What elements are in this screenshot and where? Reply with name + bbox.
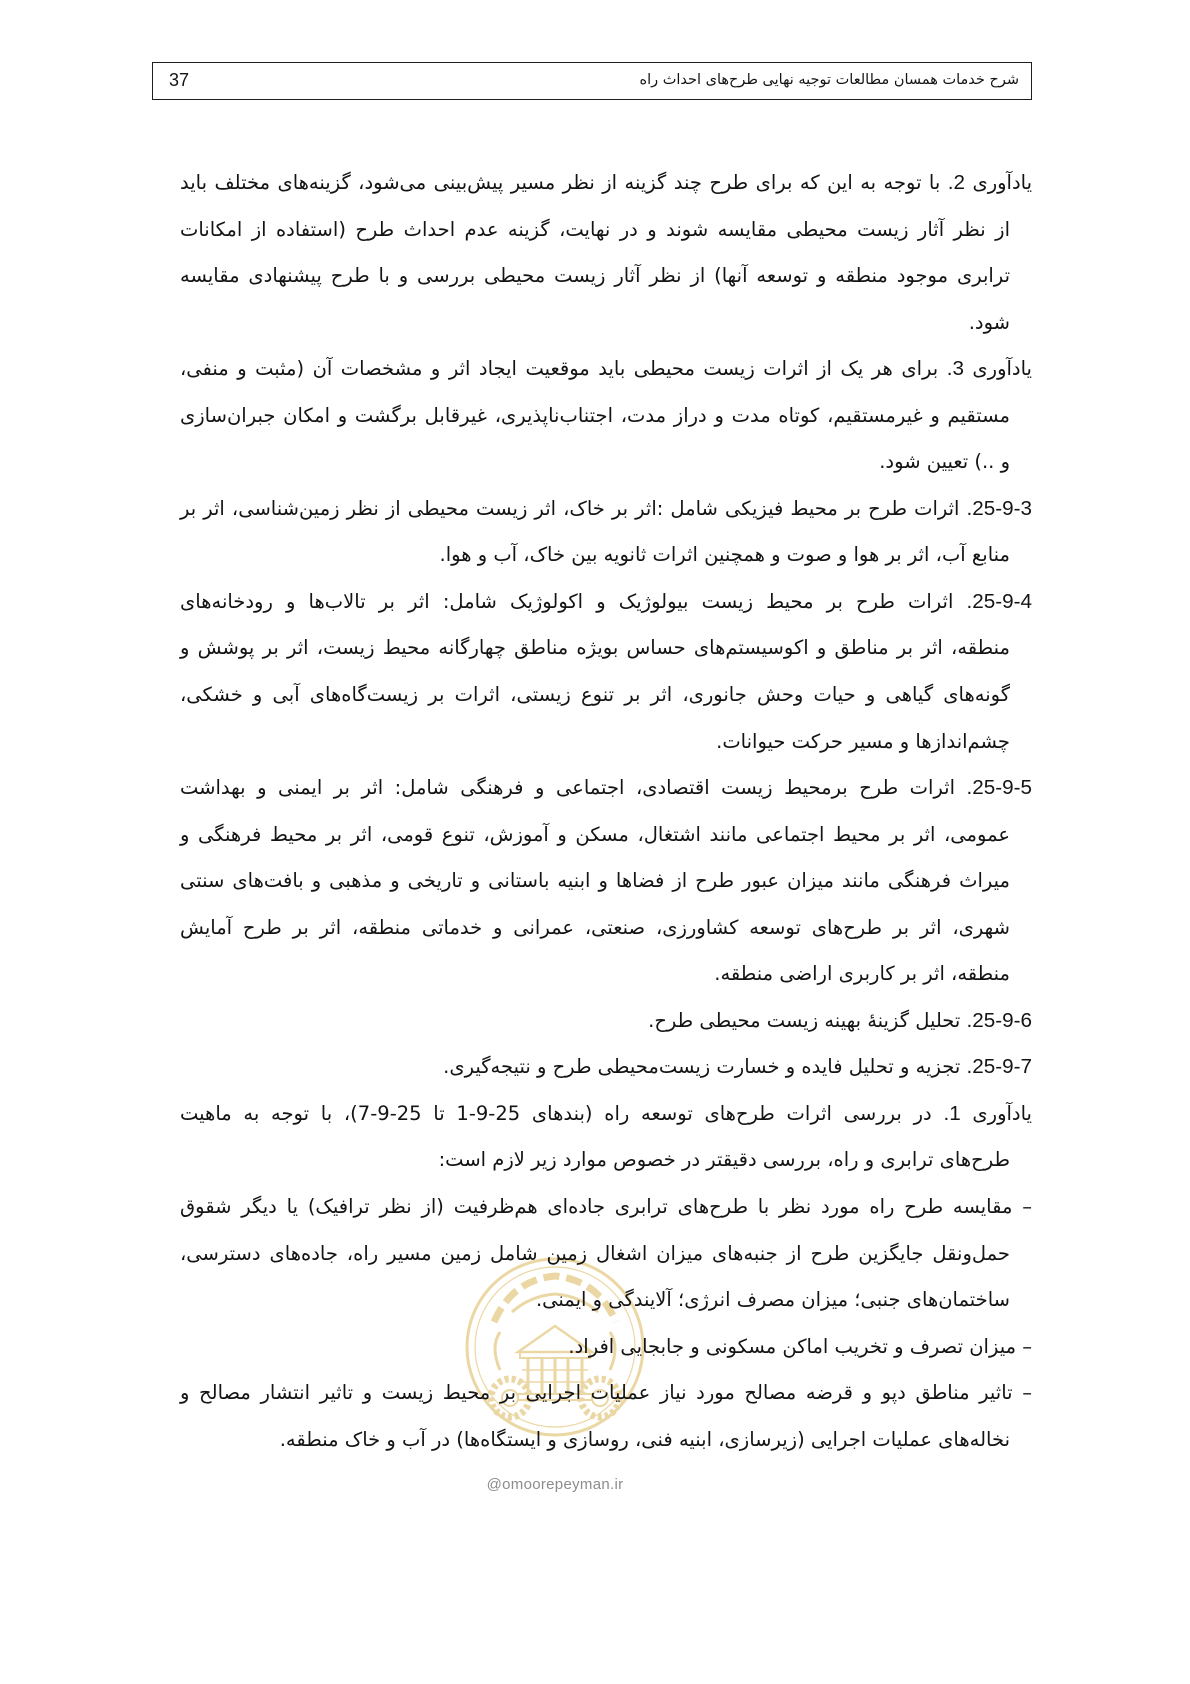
line-text: اثرات طرح بر محیط فیزیکی شامل :اثر بر خاک، اثر زیست محیطی از نظر زمین‌شناسی، اثر بر [180,496,960,520]
note-number: 2. [947,171,965,194]
bullet-item [180,1184,1032,1324]
paragraph-line: منابع آب، اثر بر هوا و صوت و همچنین اثرات ثانویه بین خاک، آب و هوا. [439,543,1010,567]
paragraph-line [180,1044,1032,1091]
paragraph-line [180,765,1032,812]
line-text: اثرات طرح بر محیط زیست بیولوژیک و اکولوژیک شامل: اثر بر تالاب‌ها و رودخانه‌های [180,589,954,613]
section-number: 25-9-7. [966,1055,1032,1079]
section-number: 25-9-5. [966,776,1032,800]
line-text: تاثیر مناطق دپو و قرضه مصالح مورد نیاز عملیات اجرایی بر محیط زیست و تاثیر انتشار مصالح و [180,1381,1013,1405]
paragraph-line: ساختمان‌های جنبی؛ میزان مصرف انرژی؛ آلایندگی و ایمنی. [535,1288,1010,1312]
line-text: اثرات طرح برمحیط زیست اقتصادی، اجتماعی و فرهنگی شامل: اثر بر ایمنی و بهداشت [180,776,955,800]
note-label: یادآوری [972,1101,1032,1125]
line-text: تحلیل گزینۀ بهینه زیست محیطی طرح. [648,1008,961,1032]
section-25-9-4 [180,579,1032,765]
line-text: در بررسی اثرات طرح‌های توسعه راه (بندهای 25-9-1 تا 25-9-7)، با توجه به ماهیت [180,1101,932,1125]
section-25-9-5 [180,765,1032,998]
note-number: 1. [943,1101,961,1125]
running-header [152,62,1032,100]
paragraph-line: نخاله‌های عملیات اجرایی (زیرسازی، ابنیه فنی، روسازی و ایستگاه‌ها) در آب و خاک منطقه. [279,1427,1010,1451]
section-number: 25-9-3. [966,496,1032,520]
paragraph-line [180,160,1032,207]
section-number: 25-9-4. [966,589,1032,613]
note-label: یادآوری [972,171,1033,194]
note-3 [180,346,1032,486]
line-text: برای هر یک از اثرات زیست محیطی باید موقعیت ایجاد اثر و مشخصات آن (مثبت و منفی، [180,357,939,381]
paragraph-line [180,998,1032,1045]
page-number: 37 [169,70,190,90]
bullet-dash: – [1022,1381,1032,1405]
paragraph-line: مستقیم و غیرمستقیم، کوتاه مدت و دراز مدت، اجتناب‌ناپذیری، غیرقابل برگشت و امکان جبران‌سازی [180,403,1010,427]
section-25-9-7 [180,1044,1032,1091]
paragraph-line: از نظر آثار زیست محیطی مقایسه شوند و در نهایت، گزینه عدم احداث طرح (استفاده از امکانات [180,217,1010,241]
section-number: 25-9-6. [966,1008,1032,1032]
note-1 [180,1091,1032,1184]
paragraph-line: ترابری موجود منطقه و توسعه آنها) از نظر آثار زیست محیطی بررسی و با طرح پیشنهادی مقایسه [180,264,1010,288]
bullet-dash: – [1022,1334,1032,1358]
paragraph-line: طرح‌های ترابری و راه، بررسی دقیقتر در خصوص موارد زیر لازم است: [438,1148,1010,1172]
header-title: شرح خدمات همسان مطالعات توجیه نهایی طرح‌های احداث راه [639,72,1019,88]
paragraph-line: گونه‌های گیاهی و حیات وحش جانوری، اثر بر تنوع زیستی، اثرات بر زیست‌گاه‌های آبی و خشکی، [180,683,1010,707]
bullet-item [180,1324,1032,1371]
line-text: مقایسه طرح راه مورد نظر با طرح‌های ترابری جاده‌ای هم‌ظرفیت (از نظر ترافیک) یا دیگر شقوق [180,1195,1013,1219]
bullet-item [180,1370,1032,1463]
note-2 [180,160,1032,346]
paragraph-line: چشم‌اندازها و مسیر حرکت حیوانات. [716,729,1010,753]
paragraph-line: عمومی، اثر بر محیط اجتماعی مانند اشتغال، مسکن و آموزش، تنوع قومی، اثر بر محیط فرهنگی و [180,822,1010,846]
paragraph-line [180,579,1032,626]
paragraph-line: منطقه، اثر بر مناطق و اکوسیستم‌های حساس بویژه مناطق چهارگانه محیط زیست، اثر بر پوشش و [180,636,1010,660]
paragraph-line: شهری، اثر بر طرح‌های توسعه کشاورزی، صنعتی، عمرانی و خدماتی منطقه، اثر بر طرح آمایش [180,915,1010,939]
note-number: 3. [946,357,964,381]
document-body [180,160,1032,1463]
paragraph-line [180,1091,1032,1138]
paragraph-line [180,1184,1032,1231]
paragraph-line: حمل‌ونقل جایگزین طرح از جنبه‌های میزان اشغال زمین شامل زمین مسیر راه، جاده‌های دسترسی، [180,1241,1010,1265]
section-25-9-3 [180,486,1032,579]
paragraph-line [180,1324,1032,1371]
bullet-dash: – [1022,1195,1032,1219]
line-text: میزان تصرف و تخریب اماکن مسکونی و جابجایی افراد. [568,1334,1017,1358]
paragraph-line: و ..) تعیین شود. [879,450,1010,474]
note-label: یادآوری [972,357,1032,381]
section-25-9-6 [180,998,1032,1045]
paragraph-line [180,1370,1032,1417]
watermark-site-handle: @omoorepeyman.ir [486,1476,624,1493]
paragraph-line: منطقه، اثر بر کاربری اراضی منطقه. [714,962,1010,986]
line-text: تجزیه و تحلیل فایده و خسارت زیست‌محیطی طرح و نتیجه‌گیری. [443,1055,961,1079]
line-text: با توجه به این که برای طرح چند گزینه از نظر مسیر پیش‌بینی می‌شود، گزینه‌های مختلف باید [180,171,941,194]
paragraph-line: شود. [968,310,1010,334]
paragraph-line [180,346,1032,393]
paragraph-line: میراث فرهنگی مانند میزان عبور طرح از فضاها و ابنیه باستانی و تاریخی و مذهبی و بافت‌های سنتی [180,869,1010,893]
paragraph-line [180,486,1032,533]
